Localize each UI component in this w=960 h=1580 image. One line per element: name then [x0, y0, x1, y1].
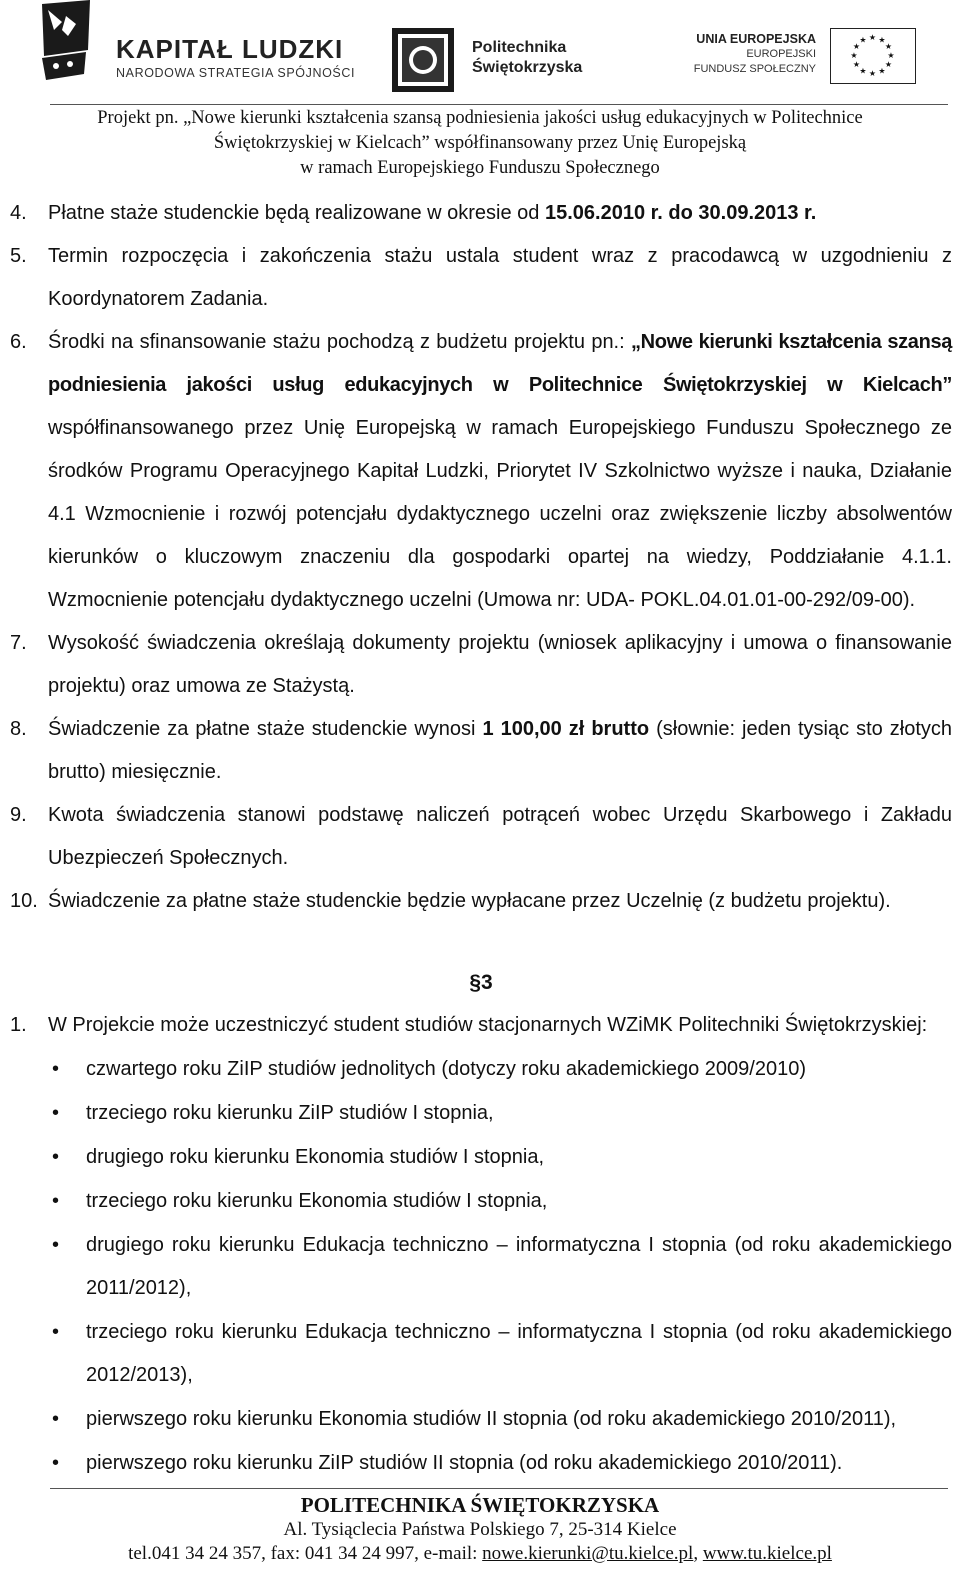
- svg-text:★: ★: [850, 51, 858, 60]
- bullet-text: trzeciego roku kierunku Ekonomia studiów I stopnia,: [86, 1190, 548, 1212]
- item-number: 9.: [10, 804, 27, 826]
- item-text-plain: (słownie: jeden tysiąc sto złotych brutto) miesięcznie.: [48, 718, 953, 783]
- item-text-plain: Świadczenie za płatne staże studenckie wynosi: [48, 718, 483, 740]
- item-text: Wysokość świadczenia określają dokumenty projektu (wniosek aplikacyjny i umowa o finansowanie projektu) oraz umowa ze Stażystą.: [48, 632, 952, 697]
- bullet-icon: •: [52, 1234, 60, 1256]
- politechnika-name-line2: Świętokrzyska: [472, 59, 583, 76]
- item-text-plain: Płatne staże studenckie będą realizowane w okresie od: [48, 202, 545, 224]
- project-note-line2: Świętokrzyskiej w Kielcach” współfinansowany przez Unię Europejską: [213, 133, 747, 153]
- footer-email-link[interactable]: nowe.kierunki@tu.kielce.pl: [482, 1543, 694, 1564]
- footer-separator: ,: [693, 1543, 703, 1564]
- svg-text:★: ★: [852, 60, 861, 69]
- footer-website-link[interactable]: www.tu.kielce.pl: [702, 1543, 832, 1564]
- item-number: 1.: [10, 1014, 27, 1036]
- svg-text:★: ★: [859, 66, 867, 76]
- item-text-bold: 1 100,00 zł brutto: [482, 718, 650, 740]
- footer-divider: [50, 1488, 948, 1489]
- item-text: [48, 192, 952, 235]
- bullet-icon: •: [52, 1452, 60, 1474]
- list-item-9: [10, 794, 952, 880]
- item-number: 6.: [10, 331, 27, 353]
- item-text-plain: Środki na sfinansowanie stażu pochodzą z budżetu projektu pn.:: [48, 331, 632, 353]
- bullet-icon: •: [52, 1146, 60, 1168]
- kapital-ludzki-logo: [36, 0, 356, 88]
- eu-text-line1: UNIA EUROPEJSKA: [696, 32, 816, 46]
- list-item-5: [10, 235, 952, 321]
- svg-text:★: ★: [887, 51, 895, 60]
- list-item: [10, 1224, 952, 1310]
- list-item: [10, 1311, 952, 1397]
- politechnika-emblem-icon: [390, 28, 456, 92]
- item-number: 7.: [10, 632, 27, 654]
- item-text-plain: współfinansowanego przez Unię Europejską w ramach Europejskiego Funduszu Społecznego ze środków Programu Operacyjnego Kapitał Ludzki, Priorytet IV Szkolnictwo wyższe i nauka, Działanie 4.1 Wzmocnienie i rozwój potencjału dydaktycznego uczelni oraz zwiększenie liczby absolwentów kierunków o kluczowym znaczeniu dla gospodarki opartej na wiedzy, Poddziałanie 4.1.1. Wzmocnienie potencjału dydaktycznego uczelni (Umowa nr: UDA- POKL.04.01.01-00-292/09-00).: [48, 417, 952, 611]
- bullet-text: pierwszego roku kierunku ZiIP studiów II stopnia (od roku akademickiego 2010/2011).: [86, 1452, 843, 1474]
- item-text-bold: 15.06.2010 r. do 30.09.2013 r.: [544, 202, 817, 224]
- list-item-7: [10, 622, 952, 708]
- list-item-8: [10, 708, 952, 794]
- svg-text:★: ★: [878, 66, 886, 76]
- kapital-ludzki-emblem-icon: [36, 0, 96, 86]
- eu-flag-icon: [830, 28, 916, 84]
- bullet-text: drugiego roku kierunku Ekonomia studiów I stopnia,: [86, 1146, 545, 1168]
- item-number: 4.: [10, 202, 27, 224]
- page-header: [0, 0, 960, 100]
- bullet-icon: •: [52, 1408, 60, 1430]
- eu-stars-icon: [831, 29, 914, 82]
- section3-item-1: [10, 1004, 952, 1047]
- header-divider: [50, 104, 948, 105]
- project-note: [40, 106, 920, 181]
- list-item: [10, 1442, 952, 1485]
- footer-contact: [0, 1542, 960, 1566]
- svg-text:★: ★: [868, 33, 877, 42]
- svg-text:★: ★: [884, 60, 893, 69]
- list-item: [10, 1092, 952, 1135]
- eu-text-line2: EUROPEJSKI: [746, 48, 816, 60]
- list-item: [10, 1398, 952, 1441]
- list-item-6: [10, 321, 952, 622]
- bullet-text: drugiego roku kierunku Edukacja techniczno – informatyczna I stopnia (od roku akademickiego 2011/2012),: [86, 1234, 952, 1299]
- bullet-icon: •: [52, 1058, 60, 1080]
- footer-institution-name: POLITECHNIKA ŚWIĘTOKRZYSKA: [300, 1493, 660, 1517]
- politechnika-logo: [390, 28, 620, 92]
- list-item-10: [10, 880, 952, 923]
- bullet-text: pierwszego roku kierunku Ekonomia studiów II stopnia (od roku akademickiego 2010/2011),: [86, 1408, 897, 1430]
- kapital-ludzki-title: KAPITAŁ LUDZKI: [116, 34, 344, 64]
- svg-text:★: ★: [868, 69, 877, 78]
- bullet-text: trzeciego roku kierunku Edukacja techniczno – informatyczna I stopnia (od roku akademickiego 2012/2013),: [86, 1321, 952, 1386]
- footer-address: Al. Tysiąclecia Państwa Polskiego 7, 25-314 Kielce: [283, 1519, 677, 1540]
- list-item: [10, 1136, 952, 1179]
- svg-text:★: ★: [852, 42, 861, 51]
- footer-phone-fax: tel.041 34 24 357, fax: 041 34 24 997, e-mail:: [128, 1543, 483, 1564]
- item-text: W Projekcie może uczestniczyć student studiów stacjonarnych WZiMK Politechniki Świętokrzyskiej:: [48, 1014, 928, 1036]
- kapital-ludzki-subtitle: NARODOWA STRATEGIA SPÓJNOŚCI: [116, 66, 356, 80]
- eu-text-line3: FUNDUSZ SPOŁECZNY: [693, 63, 816, 75]
- item-text: [48, 321, 952, 622]
- bullet-icon: •: [52, 1190, 60, 1212]
- item-number: 8.: [10, 718, 27, 740]
- document-body: [10, 192, 952, 1485]
- eligibility-list: [10, 1048, 952, 1485]
- politechnika-name-line1: Politechnika: [472, 39, 567, 56]
- svg-text:★: ★: [859, 35, 867, 45]
- item-text: Termin rozpoczęcia i zakończenia stażu ustala student wraz z pracodawcą w uzgodnieniu z Koordynatorem Zadania.: [48, 245, 952, 310]
- item-text: [48, 708, 952, 794]
- politechnika-name: [472, 38, 582, 78]
- list-item: [10, 1180, 952, 1223]
- section-heading: §3: [469, 971, 493, 994]
- eu-logo: [690, 28, 925, 88]
- item-text-bold: „Nowe kierunki kształcenia szansą podniesienia jakości usług edukacyjnych w Politechnice Świętokrzyskiej w Kielcach”: [48, 331, 952, 396]
- project-note-line1: Projekt pn. „Nowe kierunki kształcenia szansą podniesienia jakości usług edukacyjnych w Politechnice: [97, 108, 863, 128]
- bullet-text: czwartego roku ZiIP studiów jednolitych (dotyczy roku akademickiego 2009/2010): [86, 1058, 806, 1080]
- svg-text:★: ★: [878, 35, 886, 45]
- bullet-icon: •: [52, 1102, 60, 1124]
- item-number: 5.: [10, 245, 27, 267]
- item-number: 10.: [10, 890, 38, 912]
- eu-text: [690, 32, 816, 77]
- item-text: Świadczenie za płatne staże studenckie będzie wypłacane przez Uczelnię (z budżetu projektu).: [48, 890, 891, 912]
- bullet-icon: •: [52, 1321, 60, 1343]
- bullet-text: trzeciego roku kierunku ZiIP studiów I stopnia,: [86, 1102, 494, 1124]
- list-item-4: [10, 192, 952, 235]
- item-text: Kwota świadczenia stanowi podstawę naliczeń potrąceń wobec Urzędu Skarbowego i Zakładu Ubezpieczeń Społecznych.: [48, 804, 952, 869]
- svg-text:★: ★: [884, 42, 893, 51]
- project-note-line3: w ramach Europejskiego Funduszu Społecznego: [300, 158, 660, 178]
- list-item: [10, 1048, 952, 1091]
